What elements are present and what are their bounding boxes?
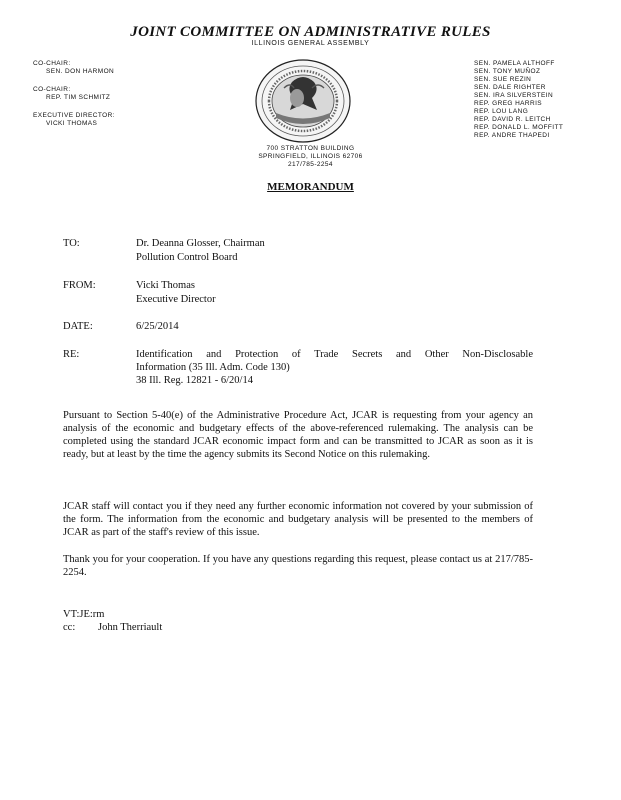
memo-title: MEMORANDUM: [267, 181, 354, 193]
cc-label: cc:: [63, 622, 76, 633]
date-label: DATE:: [63, 321, 93, 332]
co-chair-label-1: CO-CHAIR:: [33, 60, 71, 67]
re-line: Identification and Protection of Trade Secrets and Other Non-Disclosable: [136, 349, 533, 360]
from-line: Executive Director: [136, 294, 216, 305]
illinois-state-seal-icon: [254, 58, 352, 144]
member-name: SEN. TONY MUÑOZ: [474, 68, 541, 75]
to-label: TO:: [63, 238, 80, 249]
member-name: REP. DONALD L. MOFFITT: [474, 124, 564, 131]
member-name: REP. GREG HARRIS: [474, 100, 543, 107]
to-line: Dr. Deanna Glosser, Chairman: [136, 238, 265, 249]
body-paragraph: Pursuant to Section 5-40(e) of the Administrative Procedure Act, JCAR is requesting from your agency an analysis of the economic and budgetary effects of the above-referenced rulemaking. The analysis can be completed using the standard JCAR economic impact form and can be transmitted to JCAR as soon as it is ready, but at least by the time the agency submits its Second Notice on this rulemaking.: [63, 410, 533, 460]
committee-title: JOINT COMMITTEE ON ADMINISTRATIVE RULES: [130, 24, 491, 40]
typist-initials: VT:JE:rm: [63, 609, 105, 620]
co-chair-name-1: SEN. DON HARMON: [46, 68, 115, 75]
address-line: 700 STRATTON BUILDING: [266, 145, 355, 152]
re-line: 38 Ill. Reg. 12821 - 6/20/14: [136, 375, 253, 386]
body-paragraph: Thank you for your cooperation. If you have any questions regarding this request, please contact us at 217/785-2254.: [63, 554, 533, 578]
co-chair-name-2: REP. TIM SCHMITZ: [46, 94, 111, 101]
to-line: Pollution Control Board: [136, 252, 238, 263]
executive-director-label: EXECUTIVE DIRECTOR:: [33, 112, 115, 119]
member-name: SEN. PAMELA ALTHOFF: [474, 60, 555, 67]
re-line: Information (35 Ill. Adm. Code 130): [136, 362, 290, 373]
member-name: SEN. DALE RIGHTER: [474, 84, 546, 91]
date-value: 6/25/2014: [136, 321, 179, 332]
cc-recipient: John Therriault: [98, 622, 163, 633]
re-label: RE:: [63, 349, 80, 360]
committee-subtitle: ILLINOIS GENERAL ASSEMBLY: [251, 40, 370, 47]
member-name: SEN. IRA SILVERSTEIN: [474, 92, 554, 99]
address-line: SPRINGFIELD, ILLINOIS 62706: [258, 153, 363, 160]
address-phone: 217/785-2254: [288, 161, 333, 168]
from-label: FROM:: [63, 280, 96, 291]
from-line: Vicki Thomas: [136, 280, 195, 291]
member-name: REP. LOU LANG: [474, 108, 529, 115]
member-name: REP. DAVID R. LEITCH: [474, 116, 551, 123]
body-paragraph: JCAR staff will contact you if they need any further economic information not covered by your submission of the form. The information from the economic and budgetary analysis will be presented to the members of JCAR as part of the staff's review of this issue.: [63, 501, 533, 538]
member-name: SEN. SUE REZIN: [474, 76, 532, 83]
member-name: REP. ANDRE THAPEDI: [474, 132, 550, 139]
executive-director-name: VICKI THOMAS: [46, 120, 98, 127]
co-chair-label-2: CO-CHAIR:: [33, 86, 71, 93]
